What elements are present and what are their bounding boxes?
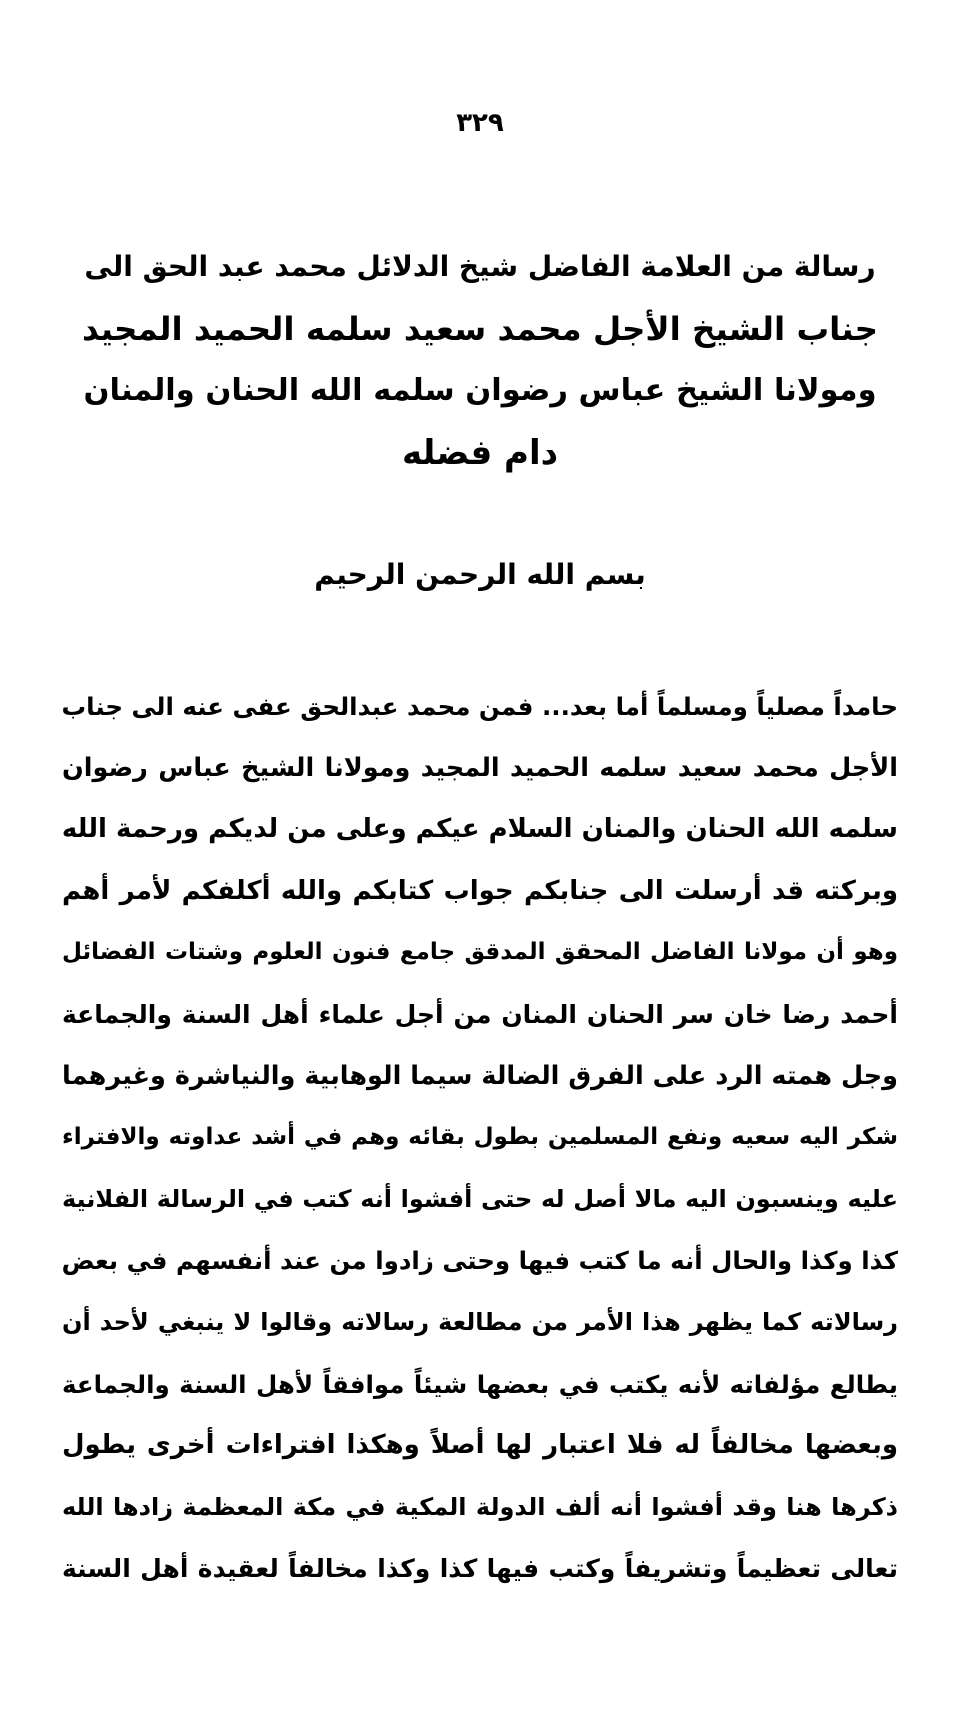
basmala: بسم الله الرحمن الرحيم bbox=[314, 558, 646, 591]
body-line: يطالع مؤلفاته لأنه يكتب في بعضها شيئاً موافقاً لأهل السنة والجماعة bbox=[62, 1369, 898, 1399]
heading-line: جناب الشيخ الأجل محمد سعيد سلمه الحميد المجيد bbox=[82, 310, 878, 348]
page-number: ٣٢٩ bbox=[456, 108, 504, 138]
body-line: عليه وينسبون اليه مالا أصل له حتى أفشوا أنه كتب في الرسالة الفلانية bbox=[62, 1184, 898, 1213]
body-line: تعالى تعظيماً وتشريفاً وكتب فيها كذا وكذا مخالفاً لعقيدة أهل السنة bbox=[62, 1554, 898, 1584]
body-line: أحمد رضا خان سر الحنان المنان من أجل علماء أهل السنة والجماعة bbox=[62, 999, 898, 1029]
body-line: وبعضها مخالفاً له فلا اعتبار لها أصلاً وهكذا افتراءات أخرى يطول bbox=[62, 1430, 898, 1461]
heading-line: دام فضله bbox=[401, 433, 559, 473]
body-line: رسالاته كما يظهر هذا الأمر من مطالعة رسالاته وقالوا لا ينبغي لأحد أن bbox=[62, 1307, 898, 1336]
heading-line: ومولانا الشيخ عباس رضوان سلمه الله الحنان والمنان bbox=[83, 373, 877, 408]
letter-heading bbox=[80, 236, 880, 484]
body-line: ذكرها هنا وقد أفشوا أنه ألف الدولة المكية في مكة المعظمة زادها الله bbox=[62, 1492, 898, 1521]
body-line: وبركته قد أرسلت الى جنابكم جواب كتابكم والله أكلفكم لأمر أهم bbox=[62, 875, 898, 906]
body-line: حامداً مصلياً ومسلماً أما بعد... فمن محمد عبدالحق عفى عنه الى جناب bbox=[62, 692, 898, 721]
body-line: شكر اليه سعيه ونفع المسلمين بطول بقائه وهم في أشد عداوته والافتراء bbox=[62, 1124, 898, 1151]
heading-line: رسالة من العلامة الفاضل شيخ الدلائل محمد عبد الحق الى bbox=[84, 250, 876, 283]
body-line: الأجل محمد سعيد سلمه الحميد المجيد ومولانا الشيخ عباس رضوان bbox=[62, 752, 898, 783]
letter-body bbox=[62, 676, 898, 1600]
body-line: كذا وكذا والحال أنه ما كتب فيها وحتى زادوا من عند أنفسهم في بعض bbox=[62, 1246, 898, 1276]
body-line: سلمه الله الحنان والمنان السلام عيكم وعلى من لديكم ورحمة الله bbox=[62, 814, 898, 845]
body-line: وهو أن مولانا الفاضل المحقق المدقق جامع فنون العلوم وشتات الفضائل bbox=[62, 939, 898, 966]
body-line: وجل همته الرد على الفرق الضالة سيما الوهابية والنياشرة وغيرهما bbox=[62, 1060, 898, 1091]
